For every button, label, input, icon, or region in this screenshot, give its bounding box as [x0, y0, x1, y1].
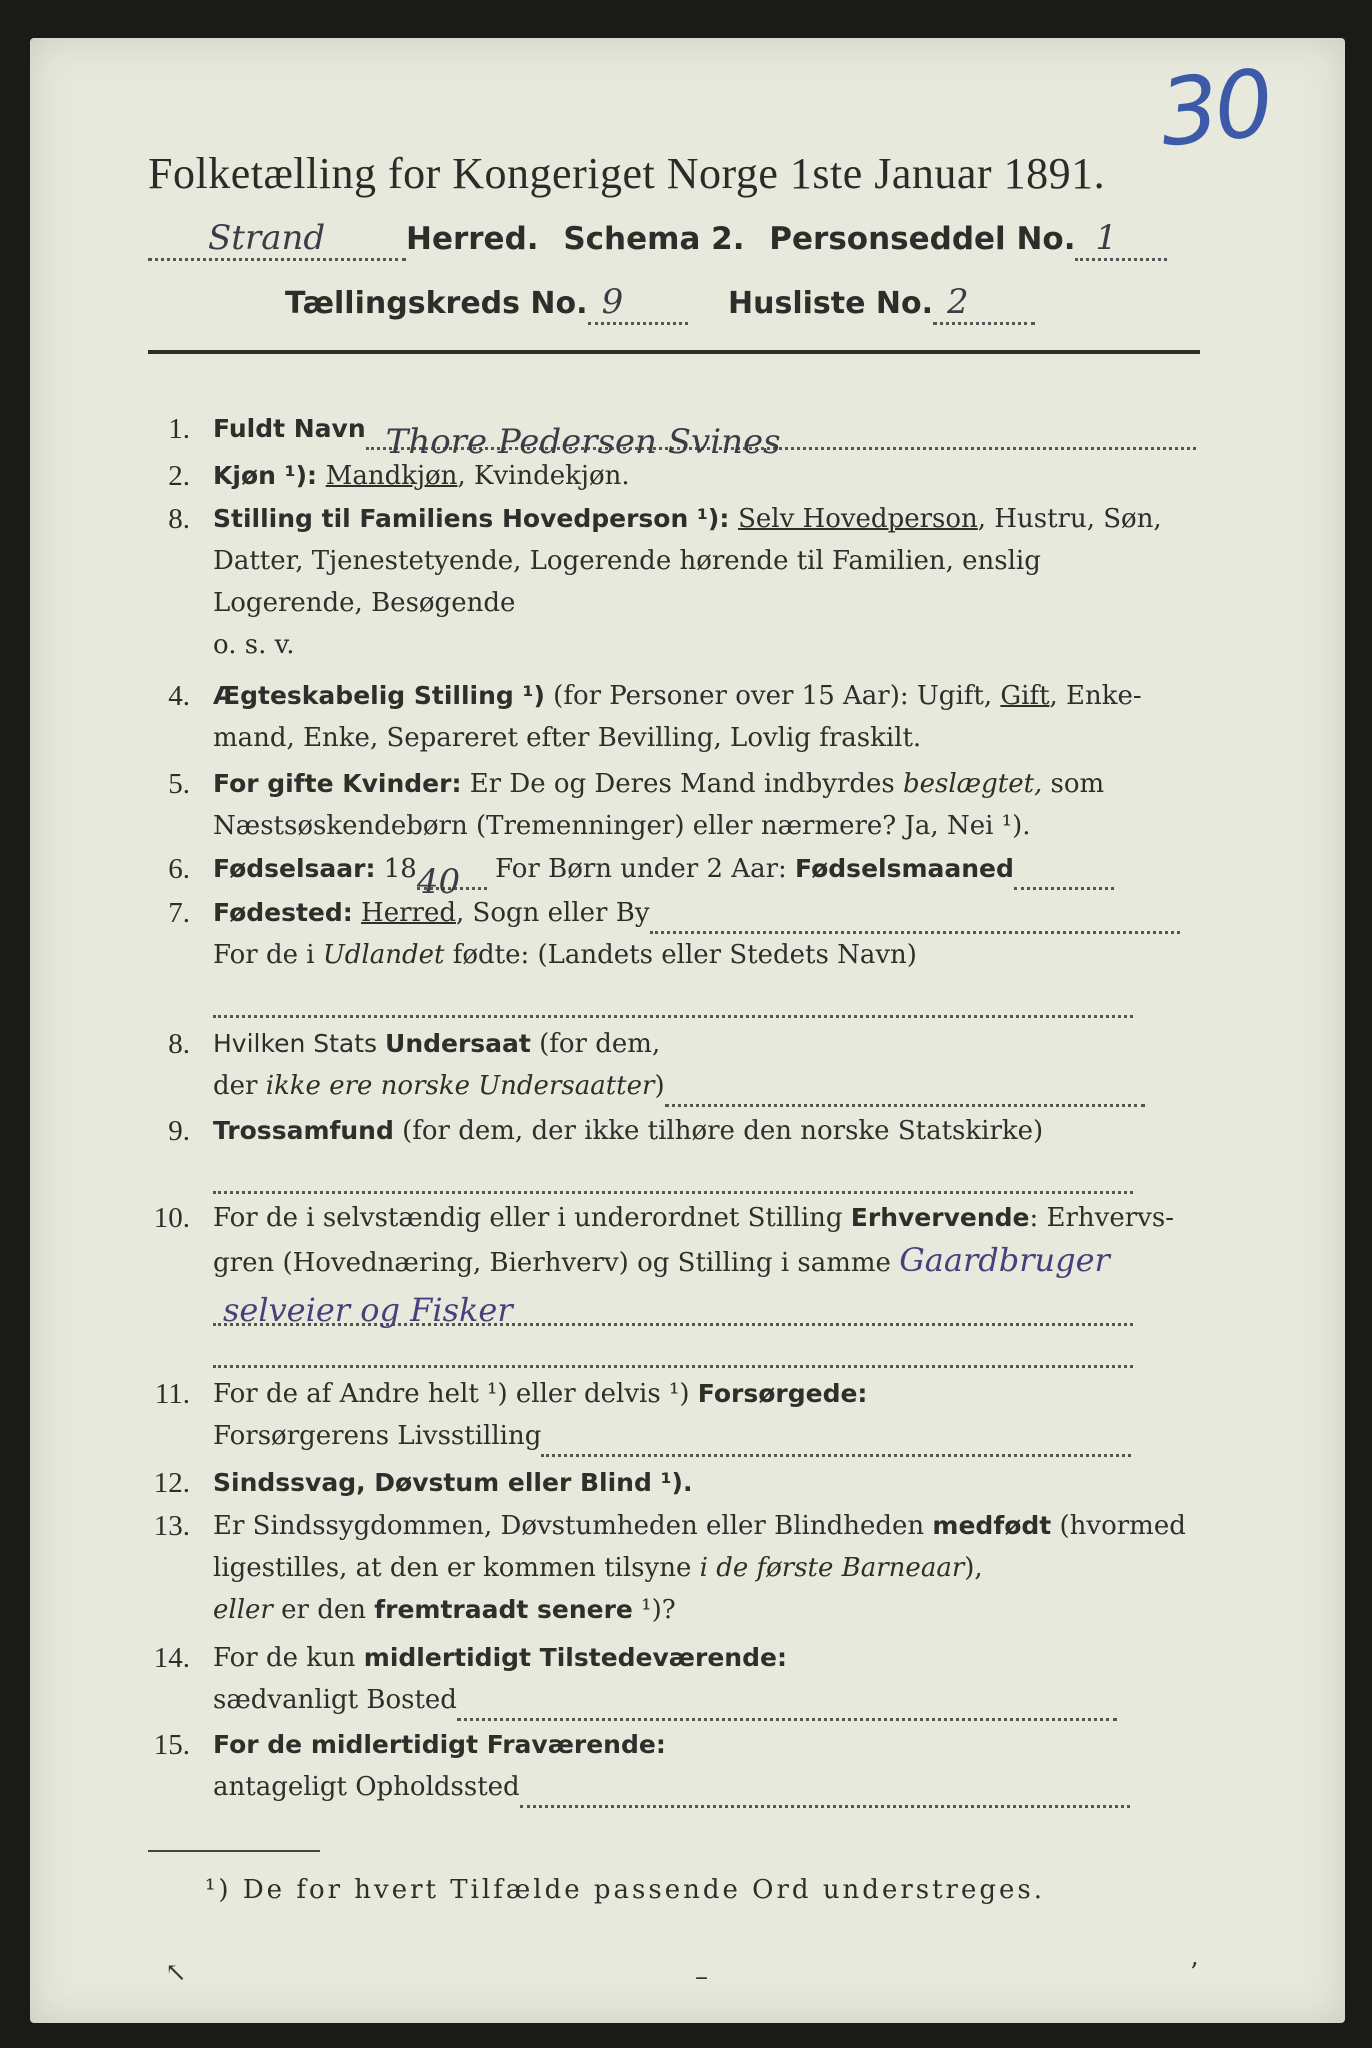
footnote-rule: [148, 1850, 320, 1852]
occupation-value-2: selveier og Fisker: [223, 1291, 513, 1329]
husliste-label: Husliste No.: [728, 286, 934, 321]
schema-label: Schema 2.: [563, 221, 745, 257]
marital-selected: Gift: [1000, 681, 1050, 711]
personseddel-value: 1: [1095, 218, 1118, 258]
center-mark: –: [695, 1962, 708, 1992]
occupation-value-1: Gaardbruger: [899, 1241, 1110, 1279]
kreds-value: 9: [601, 282, 624, 322]
birth-year-value: 40: [416, 862, 461, 902]
birthplace-selected: Herred: [361, 898, 456, 928]
corner-mark-left: ↖: [165, 1958, 187, 1988]
herred-label: Herred.: [406, 221, 539, 257]
header-row-1: [148, 218, 1167, 261]
header-rule: [148, 350, 1200, 354]
header-row-2: [285, 282, 1035, 325]
position-selected: Selv Hovedperson: [738, 504, 978, 534]
footnote: ¹) De for hvert Tilfælde passende Ord understreges.: [205, 1875, 1046, 1905]
corner-mark-right: ’: [1190, 1958, 1199, 1988]
kreds-label: Tællingskreds No.: [285, 286, 588, 321]
page-number: 30: [1154, 49, 1275, 168]
full-name-value: Thore Pedersen Svines: [385, 422, 781, 462]
herred-value: Strand: [208, 218, 326, 258]
husliste-value: 2: [947, 282, 969, 322]
form-title: Folketælling for Kongeriget Norge 1ste Januar 1891.: [148, 149, 1106, 198]
gender-selected: Mandkjøn: [325, 461, 458, 491]
personseddel-label: Personseddel No.: [769, 221, 1076, 257]
